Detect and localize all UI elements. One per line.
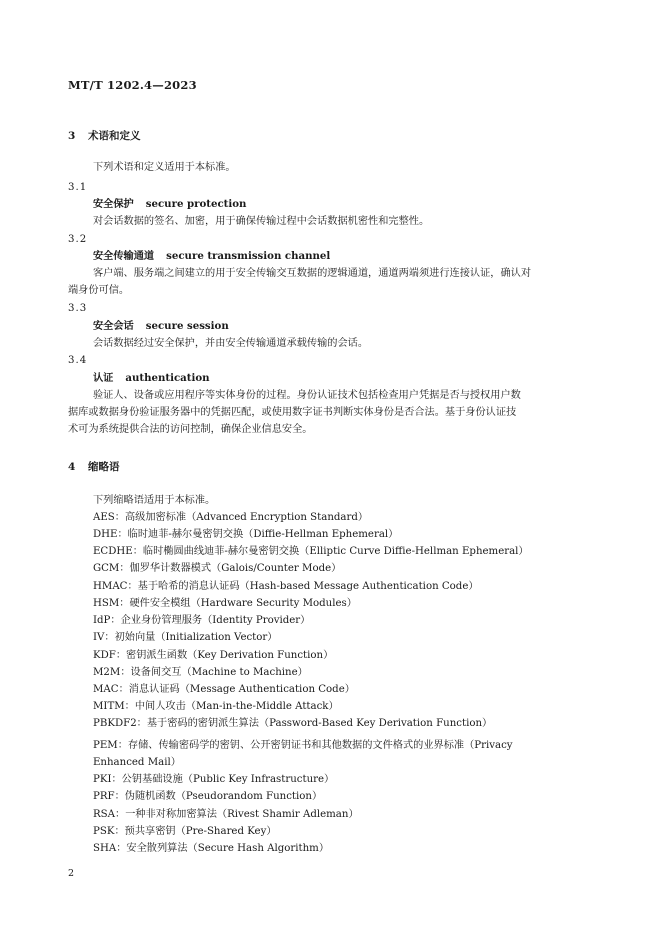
term-title — [93, 318, 229, 335]
section-3-heading — [68, 128, 141, 143]
term-en: secure transmission channel — [166, 250, 331, 262]
abbreviation-item: KDF：密钥派生函数（Key Derivation Function） — [93, 650, 334, 661]
abbreviation-item: MITM：中间人攻击（Man-in-the-Middle Attack） — [93, 701, 339, 712]
term-number: 3.3 — [68, 303, 88, 314]
term-title — [93, 196, 246, 213]
term-definition: 验证人、设备或应用程序等实体身份的过程。身份认证技术包括检查用户凭据是否与授权用户数 — [93, 390, 521, 401]
abbreviation-item: HMAC：基于哈希的消息认证码（Hash-based Message Authentication Code） — [93, 581, 479, 592]
term-zh: 安全保护 — [93, 198, 134, 210]
term-definition-cont: 据库或数据身份验证服务器中的凭据匹配，或使用数字证书判断实体身份是否合法。基于身份认证技 — [68, 407, 517, 418]
abbreviation-item: AES：高级加密标准（Advanced Encryption Standard） — [93, 512, 369, 523]
section-4-intro: 下列缩略语适用于本标准。 — [93, 495, 216, 506]
term-definition-cont: 术可为系统提供合法的访问控制，确保企业信息安全。 — [68, 424, 313, 435]
term-number: 3.4 — [68, 355, 88, 366]
term-number: 3.2 — [68, 234, 88, 245]
abbreviation-item: ECDHE：临时椭圆曲线迪菲-赫尔曼密钥交换（Elliptic Curve Diffie-Hellman Ephemeral） — [93, 546, 529, 557]
page-number: 2 — [68, 868, 75, 879]
term-zh: 认证 — [93, 372, 114, 384]
standard-code: MT/T 1202.4—2023 — [68, 78, 197, 92]
abbreviation-item: PBKDF2：基于密码的密钥派生算法（Password-Based Key Derivation Function） — [93, 718, 493, 729]
abbreviation-item: SHA：安全散列算法（Secure Hash Algorithm） — [93, 843, 330, 854]
section-number: 4 — [68, 461, 76, 473]
term-definition-cont: 端身份可信。 — [68, 285, 130, 296]
term-en: authentication — [125, 372, 210, 384]
term-en: secure protection — [145, 198, 247, 210]
abbreviation-item: HSM：硬件安全模组（Hardware Security Modules） — [93, 598, 357, 609]
abbreviation-item: IV：初始向量（Initialization Vector） — [93, 632, 278, 643]
abbreviation-item: IdP：企业身份管理服务（Identity Provider） — [93, 615, 311, 626]
term-zh: 安全传输通道 — [93, 250, 155, 262]
abbreviation-item: PSK：预共享密钥（Pre-Shared Key） — [93, 826, 277, 837]
term-zh: 安全会话 — [93, 320, 134, 332]
section-number: 3 — [68, 130, 76, 142]
term-definition: 会话数据经过安全保护，并由安全传输通道承载传输的会话。 — [93, 338, 369, 349]
term-title — [93, 248, 330, 265]
term-number: 3.1 — [68, 182, 88, 193]
abbreviation-item: M2M：设备间交互（Machine to Machine） — [93, 667, 308, 678]
abbreviation-item: PRF：伪随机函数（Pseudorandom Function） — [93, 791, 323, 802]
term-en: secure session — [145, 320, 229, 332]
abbreviation-item: RSA：一种非对称加密算法（Rivest Shamir Adleman） — [93, 809, 359, 820]
section-title: 缩略语 — [88, 461, 120, 473]
abbreviation-item: GCM：伽罗华计数器模式（Galois/Counter Mode） — [93, 563, 342, 574]
abbreviation-item: MAC：消息认证码（Message Authentication Code） — [93, 684, 355, 695]
term-definition: 对会话数据的签名、加密，用于确保传输过程中会话数据机密性和完整性。 — [93, 216, 430, 227]
abbreviation-item: PEM：存储、传输密码学的密钥、公开密钥证书和其他数据的文件格式的业界标准（Privacy — [93, 740, 513, 751]
section-title: 术语和定义 — [88, 130, 141, 142]
term-definition: 客户端、服务端之间建立的用于安全传输交互数据的逻辑通道，通道两端须进行连接认证，确认对 — [93, 268, 532, 279]
abbreviation-item: PKI：公钥基础设施（Public Key Infrastructure） — [93, 774, 335, 785]
abbreviation-item: DHE：临时迪菲-赫尔曼密钥交换（Diffie-Hellman Ephemeral） — [93, 529, 399, 540]
section-4-heading — [68, 459, 120, 474]
section-3-intro: 下列术语和定义适用于本标准。 — [93, 162, 236, 173]
term-title — [93, 370, 210, 387]
abbreviation-item-cont: Enhanced Mail） — [93, 757, 181, 768]
